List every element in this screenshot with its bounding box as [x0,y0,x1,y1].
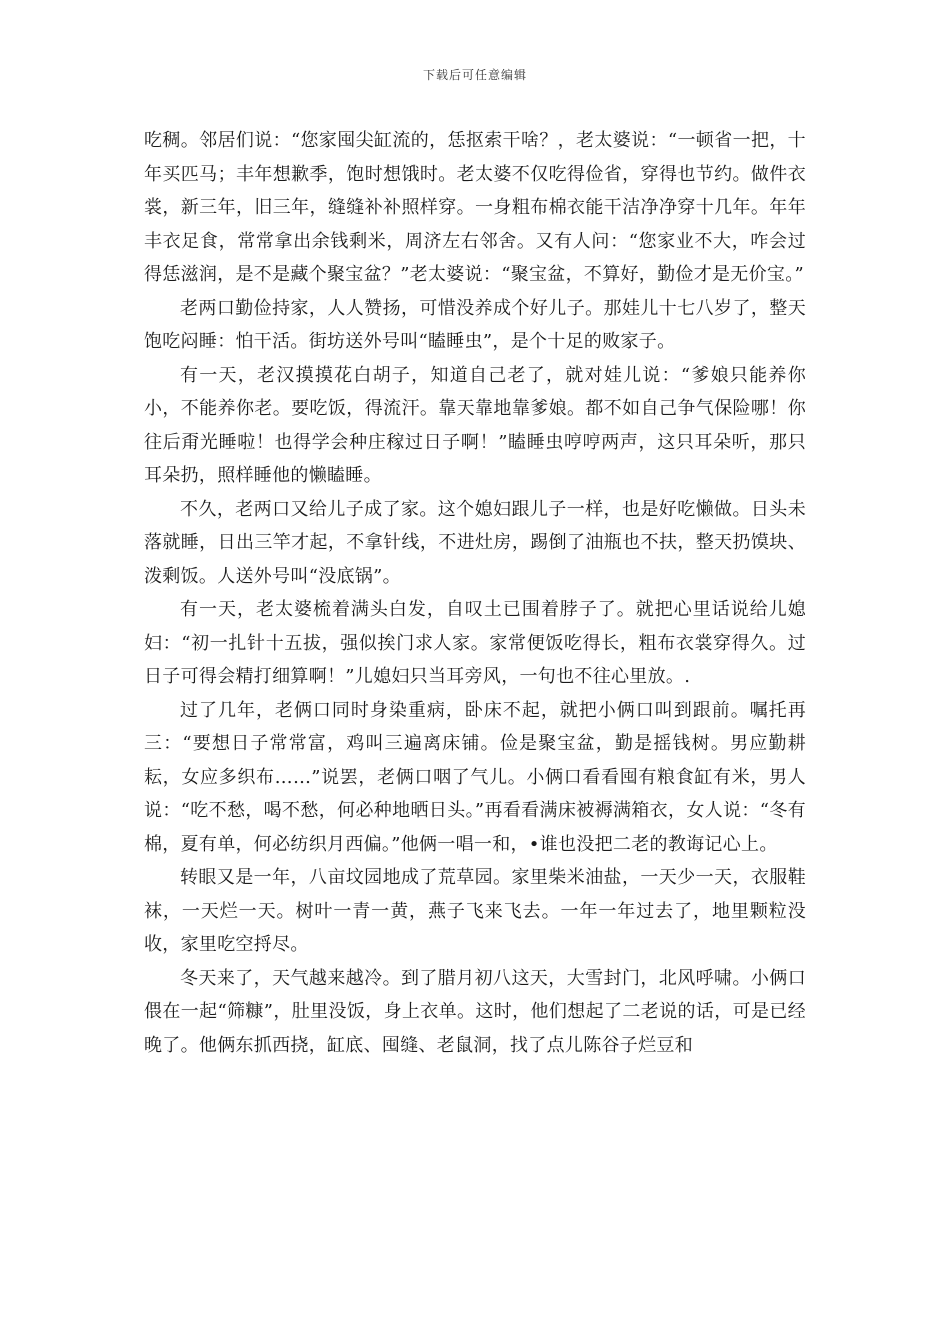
paragraph-1: 吃稠。邻居们说：“您家囤尖缸流的，恁抠索干啥？，老太婆说：“一顿省一把，十年买匹马；丰年想歉季，饱时想饿时。老太婆不仅吃得俭省，穿得也节约。做件衣裳，新三年，旧三年，缝缝补补照样穿。一身粗布棉衣能干洁净净穿十几年。年年丰衣足食，常常拿出余钱剩米，周济左右邻舍。又有人问：“您家业不大，咋会过得恁滋润，是不是藏个聚宝盆？”老太婆说：“聚宝盆，不算好，勤俭才是无价宝。” [144,130,806,285]
paragraph-2: 老两口勤俭持家，人人赞扬，可惜没养成个好儿子。那娃儿十七八岁了，整天饱吃闷睡：怕干活。街坊送外号叫“瞌睡虫”，是个十足的败家子。 [144,297,806,352]
paragraph-8: 冬天来了，天气越来越冷。到了腊月初八这天，大雪封门，北风呼啸。小俩口偎在一起“筛糠”，肚里没饭，身上衣单。这时，他们想起了二老说的话，可是已经晚了。他俩东抓西挠，缸底、囤缝、老鼠洞，找了点儿陈谷子烂豆和 [144,967,806,1056]
document-body [144,124,806,1062]
paragraph-6: 过了几年，老俩口同时身染重病，卧床不起，就把小俩口叫到跟前。嘱托再三：“要想日子常常富，鸡叫三遍离床铺。俭是聚宝盆，勤是摇钱树。男应勤耕耘，女应多织布……”说罢，老俩口咽了气儿。小俩口看看囤有粮食缸有米，男人说：“吃不愁，喝不愁，何必种地晒日头。”再看看满床被褥满箱衣，女人说：“冬有棉，夏有单，何必纺织月西偏。”他俩一唱一和，•谁也没把二老的教诲记心上。 [144,699,806,855]
page-header-note: 下载后可任意编辑 [422,68,527,82]
paragraph-3: 有一天，老汉摸摸花白胡子，知道自己老了，就对娃儿说：“爹娘只能养你小，不能养你老。要吃饭，得流汗。靠天靠地靠爹娘。都不如自己争气保险哪！你往后甭光睡啦！也得学会种庄稼过日子啊！”瞌睡虫哼哼两声，这只耳朵听，那只耳朵扔，照样睡他的懒瞌睡。 [144,364,806,486]
paragraph-7: 转眼又是一年，八亩坟园地成了荒草园。家里柴米油盐，一天少一天，衣服鞋袜，一天烂一天。树叶一青一黄，燕子飞来飞去。一年一年过去了，地里颗粒没收，家里吃空捋尽。 [144,867,806,955]
paragraph-4: 不久，老两口又给儿子成了家。这个媳妇跟儿子一样，也是好吃懒做。日头未落就睡，日出三竿才起，不拿针线，不进灶房，踢倒了油瓶也不扶，整天扔馍块、泼剩饭。人送外号叫“没底锅”。 [144,498,806,587]
paragraph-5: 有一天，老太婆梳着满头白发，自叹土已围着脖子了。就把心里话说给儿媳妇：“初一扎针十五拔，强似挨门求人家。家常便饭吃得长，粗布衣裳穿得久。过日子可得会精打细算啊！”儿媳妇只当耳旁风，一句也不往心里放。. [144,599,806,687]
